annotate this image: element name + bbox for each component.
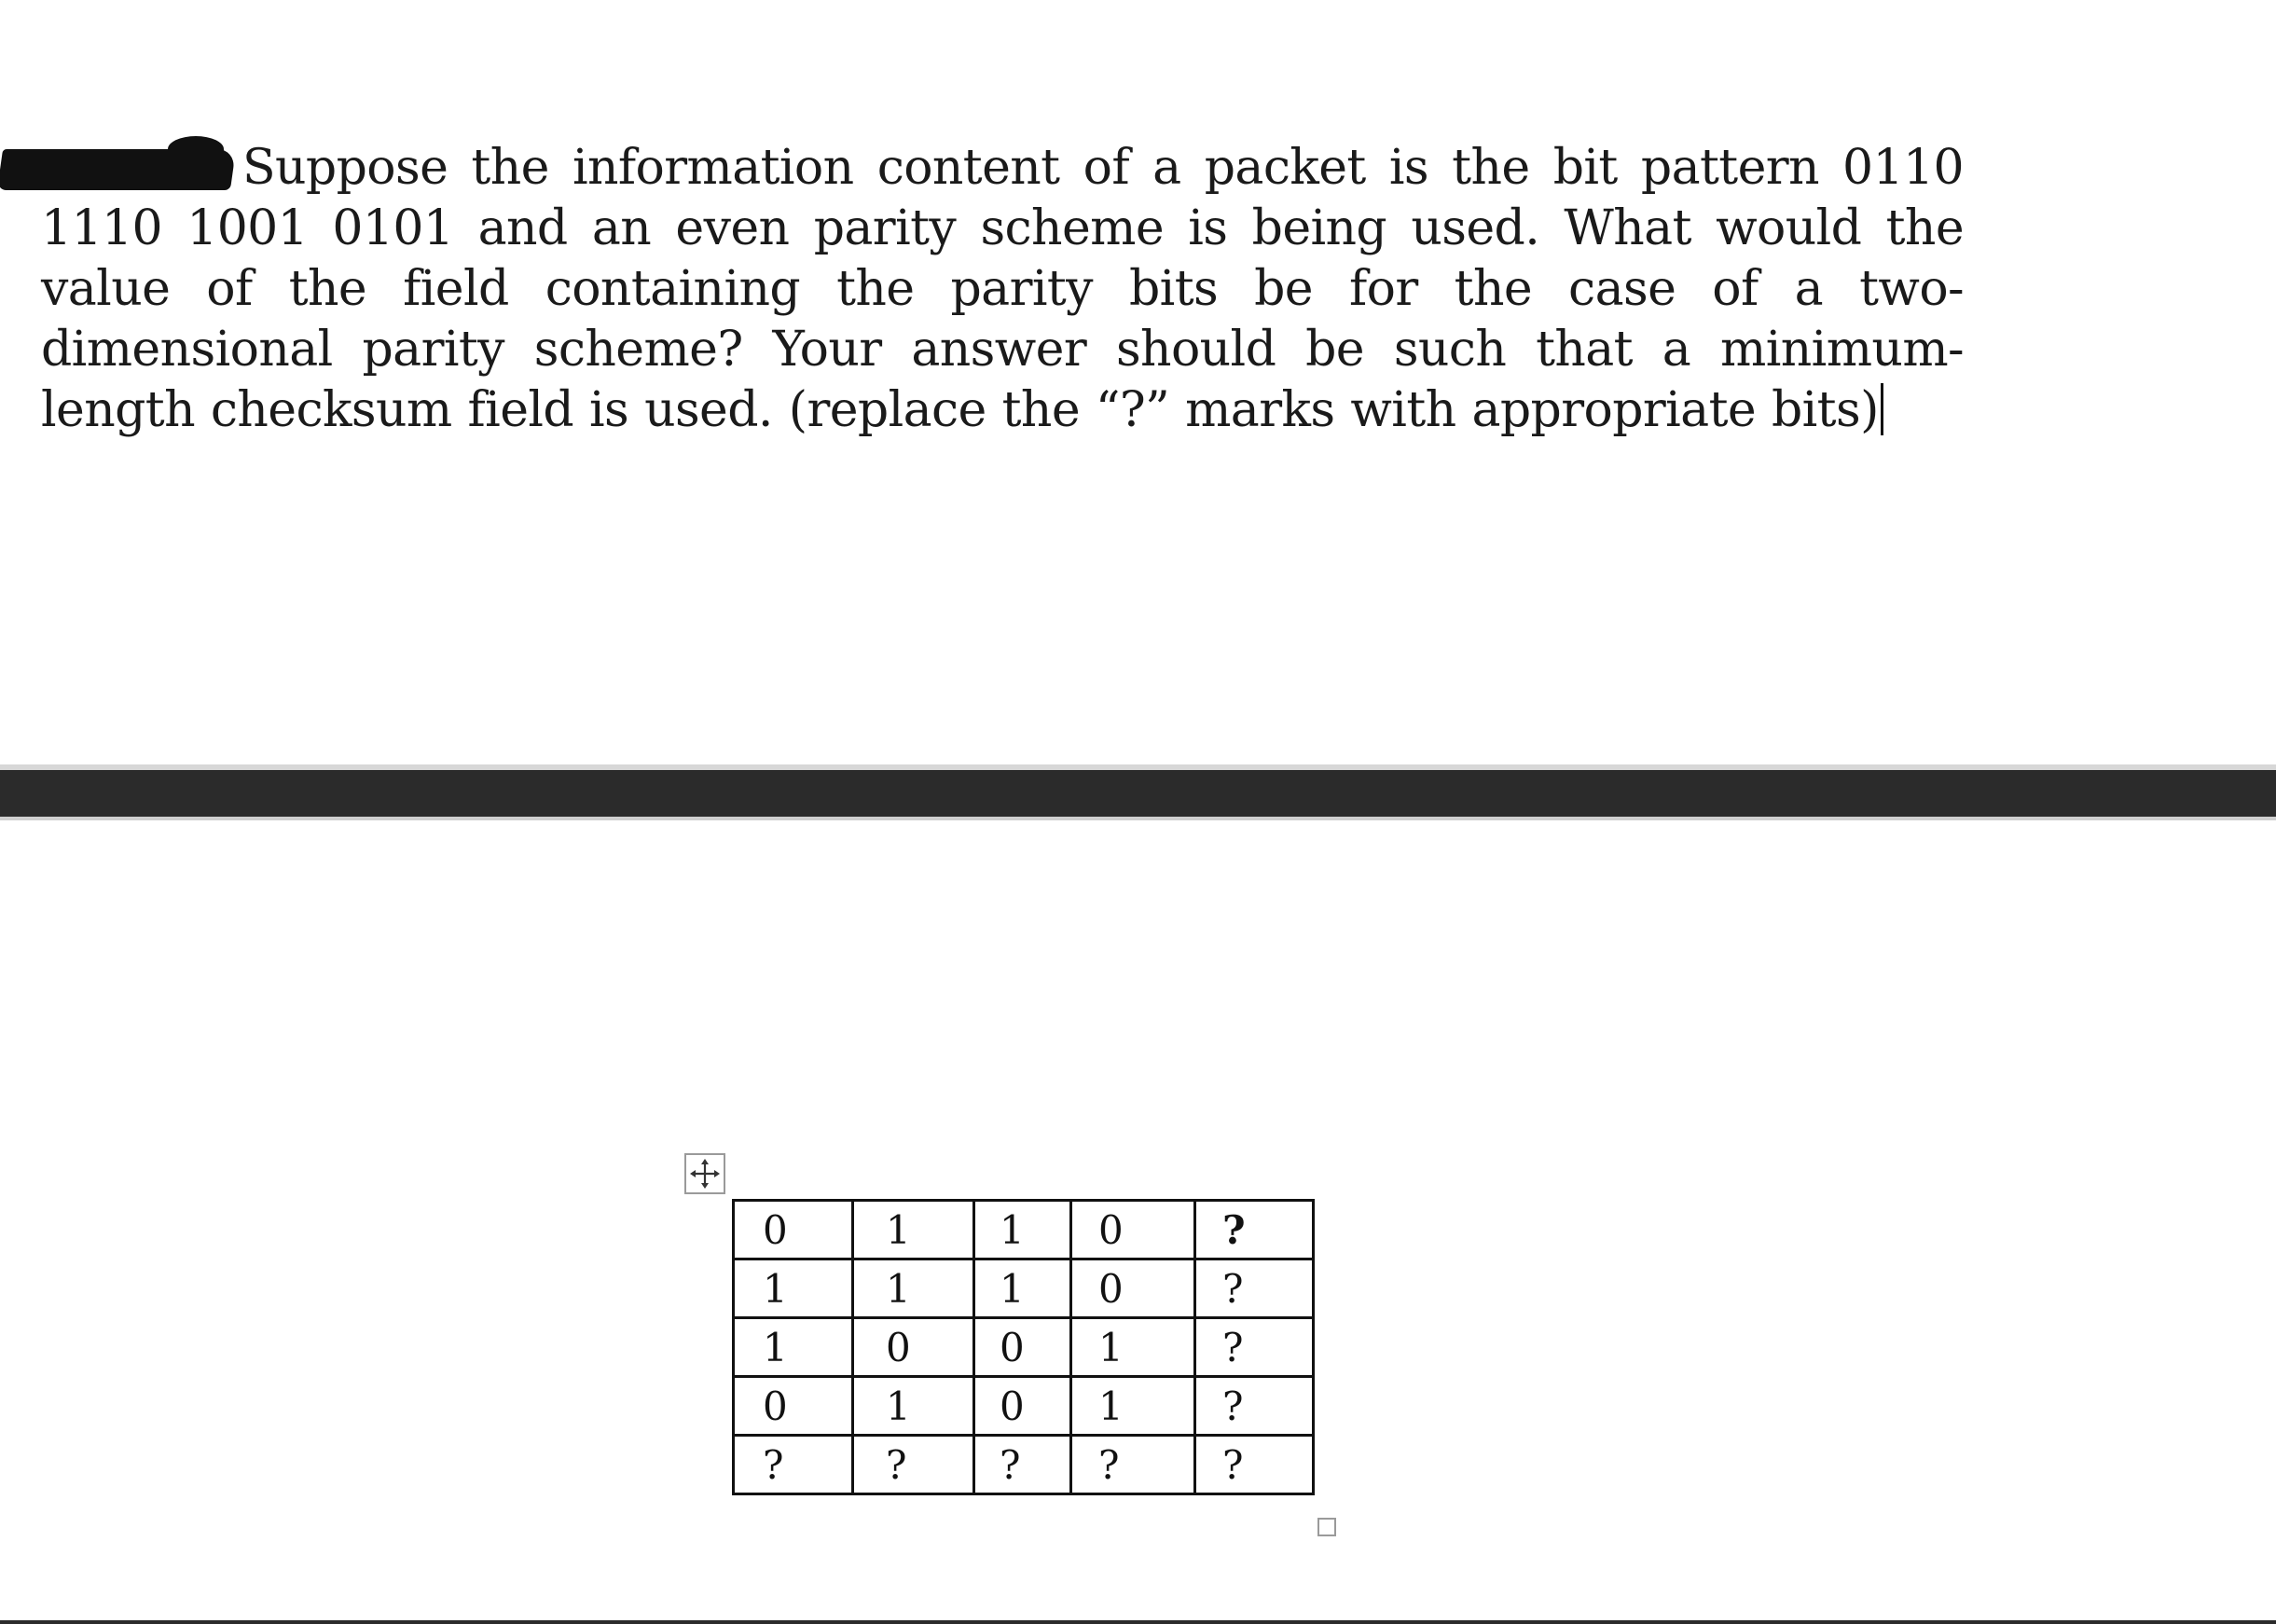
table-row — [734, 1201, 1314, 1259]
document-page-1 — [0, 0, 2276, 764]
table-cell[interactable]: 1 — [734, 1259, 853, 1318]
table-cell[interactable]: ? — [853, 1436, 974, 1494]
table-cell[interactable]: 0 — [1071, 1201, 1195, 1259]
table-cell[interactable]: ? — [1195, 1318, 1314, 1377]
page-edge — [0, 817, 2276, 820]
table-row — [734, 1318, 1314, 1377]
page-edge — [0, 1620, 2276, 1624]
table-row — [734, 1259, 1314, 1318]
table-cell[interactable]: 1 — [734, 1318, 853, 1377]
table-cell[interactable]: 0 — [734, 1201, 853, 1259]
text-cursor — [1881, 383, 1883, 435]
table-cell[interactable]: ? — [1195, 1436, 1314, 1494]
table-cell[interactable]: 0 — [1071, 1259, 1195, 1318]
question-text: Suppose the information content of a packet is the bit pattern 0110 1110 1001 0101 and an even parity scheme is being used. What would the value of the field containing the parity bits be for the case of a two-dimensional parity scheme? Your answer should be such that a minimum-length checksum field is used. (replace the “?” marks with appropriate bits) — [41, 140, 1964, 438]
table-cell[interactable]: ? — [1195, 1377, 1314, 1436]
table-cell[interactable]: ? — [1195, 1259, 1314, 1318]
table-cell[interactable]: 0 — [974, 1318, 1071, 1377]
table-row — [734, 1377, 1314, 1436]
table-cell[interactable]: 1 — [974, 1201, 1071, 1259]
table-cell[interactable]: 1 — [853, 1377, 974, 1436]
table-row — [734, 1436, 1314, 1494]
table-cell[interactable]: 1 — [974, 1259, 1071, 1318]
table-cell[interactable]: 0 — [853, 1318, 974, 1377]
table-cell[interactable]: ? — [1195, 1201, 1314, 1259]
table-cell[interactable]: 0 — [974, 1377, 1071, 1436]
table-cell[interactable]: ? — [974, 1436, 1071, 1494]
table-cell[interactable]: 1 — [853, 1259, 974, 1318]
table-cell[interactable]: ? — [1071, 1436, 1195, 1494]
table-cell[interactable]: 0 — [734, 1377, 853, 1436]
table-move-handle-icon[interactable] — [684, 1153, 725, 1194]
question-paragraph[interactable] — [41, 138, 1964, 441]
table-resize-handle-icon[interactable] — [1317, 1518, 1336, 1536]
parity-table — [732, 1199, 1315, 1495]
table-cell[interactable]: ? — [734, 1436, 853, 1494]
page-break-gap — [0, 770, 2276, 817]
table-cell[interactable]: 1 — [1071, 1318, 1195, 1377]
table-cell[interactable]: 1 — [1071, 1377, 1195, 1436]
table-cell[interactable]: 1 — [853, 1201, 974, 1259]
